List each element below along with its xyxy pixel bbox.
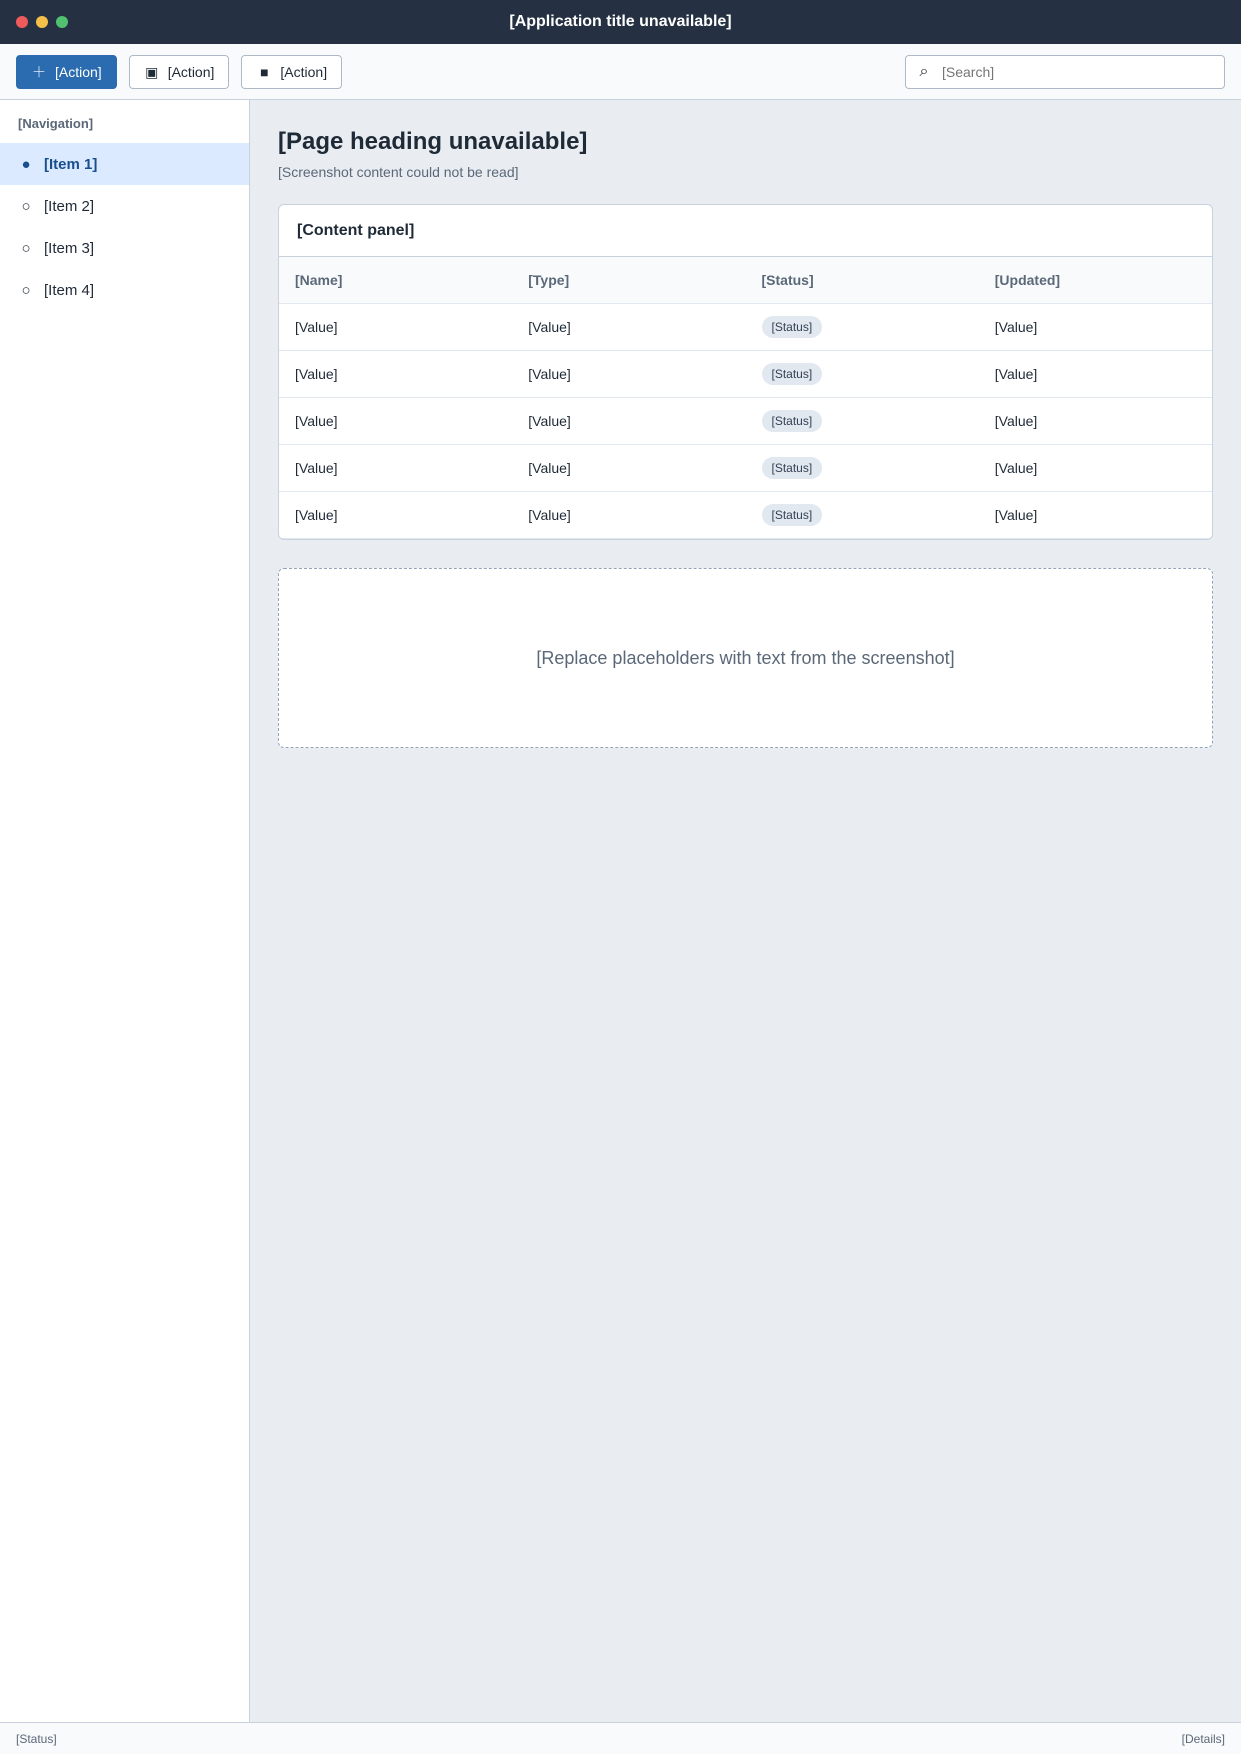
data-table: [279, 257, 1212, 539]
sidebar-item-label: [Item 3]: [44, 239, 95, 257]
table-cell: [Value]: [979, 398, 1212, 445]
table-cell: [Value]: [279, 398, 512, 445]
sidebar-item-2[interactable]: [0, 185, 249, 227]
main-content: [250, 100, 1241, 1722]
table-cell: [Value]: [512, 304, 745, 351]
column-header[interactable]: [Name]: [279, 257, 512, 304]
search-input[interactable]: [940, 63, 1214, 81]
panel-title: [Content panel]: [279, 205, 1212, 257]
table-cell: [746, 304, 979, 351]
status-badge: [Status]: [762, 410, 823, 432]
item-icon: ○: [21, 239, 31, 257]
sidebar-item-3[interactable]: [0, 227, 249, 269]
sidebar-title: [Navigation]: [18, 116, 94, 131]
table-body: [279, 304, 1212, 539]
column-header[interactable]: [Updated]: [979, 257, 1212, 304]
table-cell: [Value]: [279, 304, 512, 351]
title-bar: [0, 0, 1241, 44]
table-cell: [746, 445, 979, 492]
table-cell: [Value]: [512, 492, 745, 539]
plus-icon: ＋: [32, 63, 46, 80]
sidebar-item-label: [Item 4]: [44, 281, 95, 299]
table-cell: [Value]: [279, 492, 512, 539]
save-button[interactable]: [241, 55, 342, 89]
table-cell: [746, 492, 979, 539]
table-cell: [Value]: [512, 398, 745, 445]
page-subtitle: [Screenshot content could not be read]: [278, 164, 519, 180]
table-cell: [Value]: [979, 351, 1212, 398]
sidebar-item-label: [Item 1]: [44, 155, 98, 173]
save-icon: ■: [260, 63, 269, 80]
open-button[interactable]: [129, 55, 230, 89]
table-cell: [Value]: [279, 351, 512, 398]
window-title: [Application title unavailable]: [509, 13, 732, 30]
column-header[interactable]: [Status]: [746, 257, 979, 304]
content-panel: [278, 204, 1213, 540]
sidebar-item-4[interactable]: [0, 269, 249, 311]
open-button-label: [Action]: [167, 63, 215, 80]
status-left: [Status]: [16, 1731, 57, 1746]
table-cell: [Value]: [979, 304, 1212, 351]
status-badge: [Status]: [762, 504, 823, 526]
item-icon: ●: [21, 155, 31, 173]
status-badge: [Status]: [762, 363, 823, 385]
table-header: [279, 257, 1212, 304]
maximize-window-button[interactable]: [56, 16, 68, 28]
placeholder-notice: [Replace placeholders with text from the screenshot]: [278, 568, 1213, 748]
status-right: [Details]: [1181, 1731, 1225, 1746]
sidebar-item-1[interactable]: [0, 143, 249, 185]
toolbar: [0, 44, 1241, 100]
folder-icon: ▣: [145, 63, 159, 80]
table-row[interactable]: [279, 492, 1212, 539]
table-cell: [Value]: [279, 445, 512, 492]
table-cell: [Value]: [512, 351, 745, 398]
header-row: [279, 257, 1212, 304]
table-cell: [746, 398, 979, 445]
table-row[interactable]: [279, 398, 1212, 445]
table-row[interactable]: [279, 304, 1212, 351]
table-row[interactable]: [279, 351, 1212, 398]
minimize-window-button[interactable]: [36, 16, 48, 28]
workspace: [0, 100, 1241, 1722]
search-icon: ⌕: [919, 62, 929, 80]
table-cell: [Value]: [979, 492, 1212, 539]
save-button-label: [Action]: [280, 63, 328, 80]
close-window-button[interactable]: [16, 16, 28, 28]
table-cell: [Value]: [512, 445, 745, 492]
column-header[interactable]: [Type]: [512, 257, 745, 304]
sidebar-item-label: [Item 2]: [44, 197, 95, 215]
sidebar: [0, 100, 250, 1722]
page-title: [Page heading unavailable]: [278, 128, 588, 155]
status-badge: [Status]: [762, 316, 823, 338]
item-icon: ○: [21, 197, 31, 215]
status-badge: [Status]: [762, 457, 823, 479]
window-controls: [16, 16, 68, 28]
item-icon: ○: [21, 281, 31, 299]
table-cell: [Value]: [979, 445, 1212, 492]
new-button-label: [Action]: [55, 63, 102, 80]
table-cell: [746, 351, 979, 398]
table-row[interactable]: [279, 445, 1212, 492]
search-box[interactable]: [905, 55, 1225, 89]
status-bar: [0, 1722, 1241, 1754]
new-button[interactable]: [16, 55, 117, 89]
